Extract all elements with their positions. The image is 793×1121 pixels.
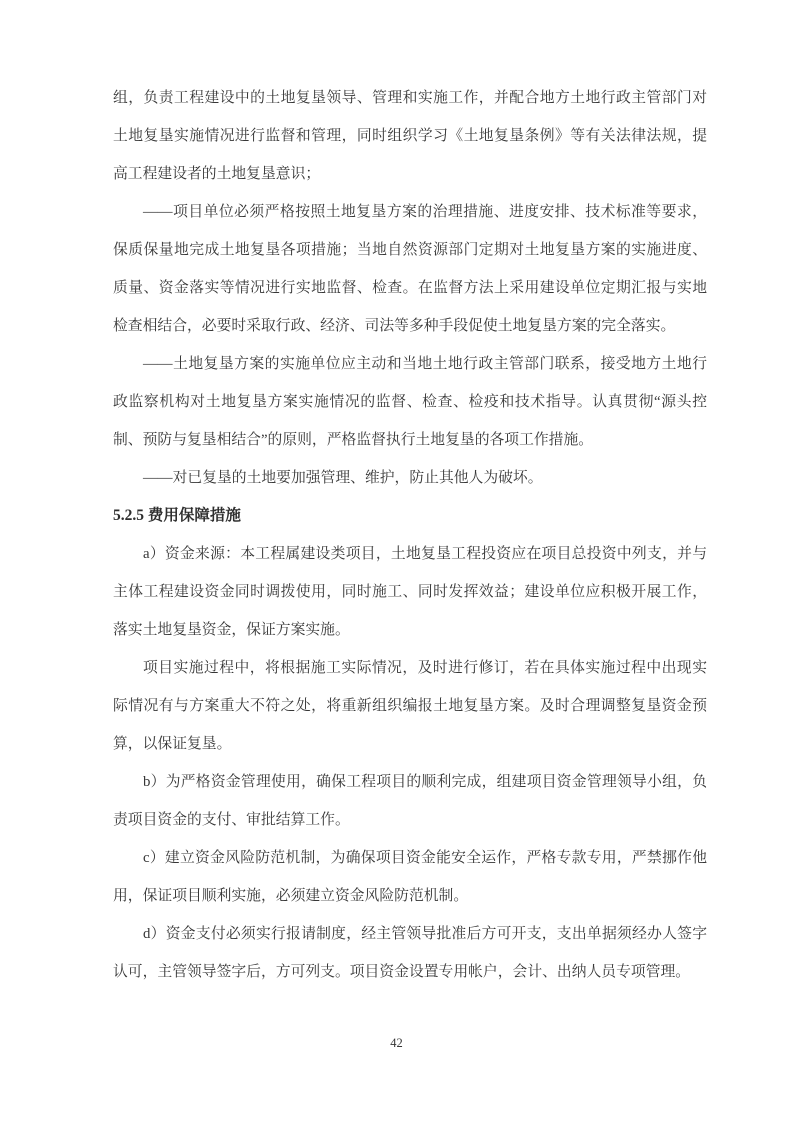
text-line: 高工程建设者的土地复垦意识； bbox=[113, 166, 321, 182]
text-line: ——土地复垦方案的实施单位应主动和当地土地行政主管部门联系，接受地方土地行 bbox=[143, 356, 707, 372]
text-line: 检查相结合，必要时采取行政、经济、司法等多种手段促使土地复垦方案的完全落实。 bbox=[113, 318, 676, 334]
text-line: d）资金支付必须实行报请制度，经主管领导批准后方可开支，支出单据须经办人签字 bbox=[143, 926, 707, 942]
text-line: c）建立资金风险防范机制，为确保项目资金能安全运作，严格专款专用，严禁挪作他 bbox=[143, 850, 707, 866]
text-line: ——对已复垦的土地要加强管理、维护，防止其他人为破坏。 bbox=[143, 470, 543, 486]
text-line: a）资金来源：本工程属建设类项目，土地复垦工程投资应在项目总投资中列支，并与 bbox=[143, 546, 707, 562]
text-line: 保质保量地完成土地复垦各项措施；当地自然资源部门定期对土地复垦方案的实施进度、 bbox=[113, 242, 707, 258]
text-line: 认可，主管领导签字后，方可列支。项目资金设置专用帐户，会计、出纳人员专项管理。 bbox=[113, 964, 691, 980]
text-line: 政监察机构对土地复垦方案实施情况的监督、检查、检疫和技术指导。认真贯彻“源头控 bbox=[113, 394, 707, 410]
document-text-block bbox=[113, 79, 707, 991]
text-line: ——项目单位必须严格按照土地复垦方案的治理措施、进度安排、技术标准等要求， bbox=[143, 204, 707, 220]
text-line: b）为严格资金管理使用，确保工程项目的顺利完成，组建项目资金管理领导小组，负 bbox=[143, 774, 707, 790]
text-line: 主体工程建设资金同时调拨使用，同时施工、同时发挥效益；建设单位应积极开展工作， bbox=[113, 584, 707, 600]
text-line: 责项目资金的支付、审批结算工作。 bbox=[113, 812, 350, 828]
text-line: 落实土地复垦资金，保证方案实施。 bbox=[113, 622, 350, 638]
page-number: 42 bbox=[390, 1036, 403, 1050]
section-heading: 5.2.5 费用保障措施 bbox=[113, 507, 241, 524]
text-line: 用，保证项目顺利实施，必须建立资金风险防范机制。 bbox=[113, 888, 469, 904]
text-line: 算，以保证复垦。 bbox=[113, 736, 232, 752]
text-line: 制、预防与复垦相结合”的原则，严格监督执行土地复垦的各项工作措施。 bbox=[113, 432, 594, 448]
text-line: 际情况有与方案重大不符之处，将重新组织编报土地复垦方案。及时合理调整复垦资金预 bbox=[113, 698, 707, 714]
text-line: 项目实施过程中，将根据施工实际情况，及时进行修订，若在具体实施过程中出现实 bbox=[143, 660, 707, 676]
text-line: 组，负责工程建设中的土地复垦领导、管理和实施工作，并配合地方土地行政主管部门对 bbox=[113, 90, 707, 106]
text-line: 土地复垦实施情况进行监督和管理，同时组织学习《土地复垦条例》等有关法律法规，提 bbox=[113, 128, 707, 144]
text-line: 质量、资金落实等情况进行实地监督、检查。在监督方法上采用建设单位定期汇报与实地 bbox=[113, 280, 707, 296]
